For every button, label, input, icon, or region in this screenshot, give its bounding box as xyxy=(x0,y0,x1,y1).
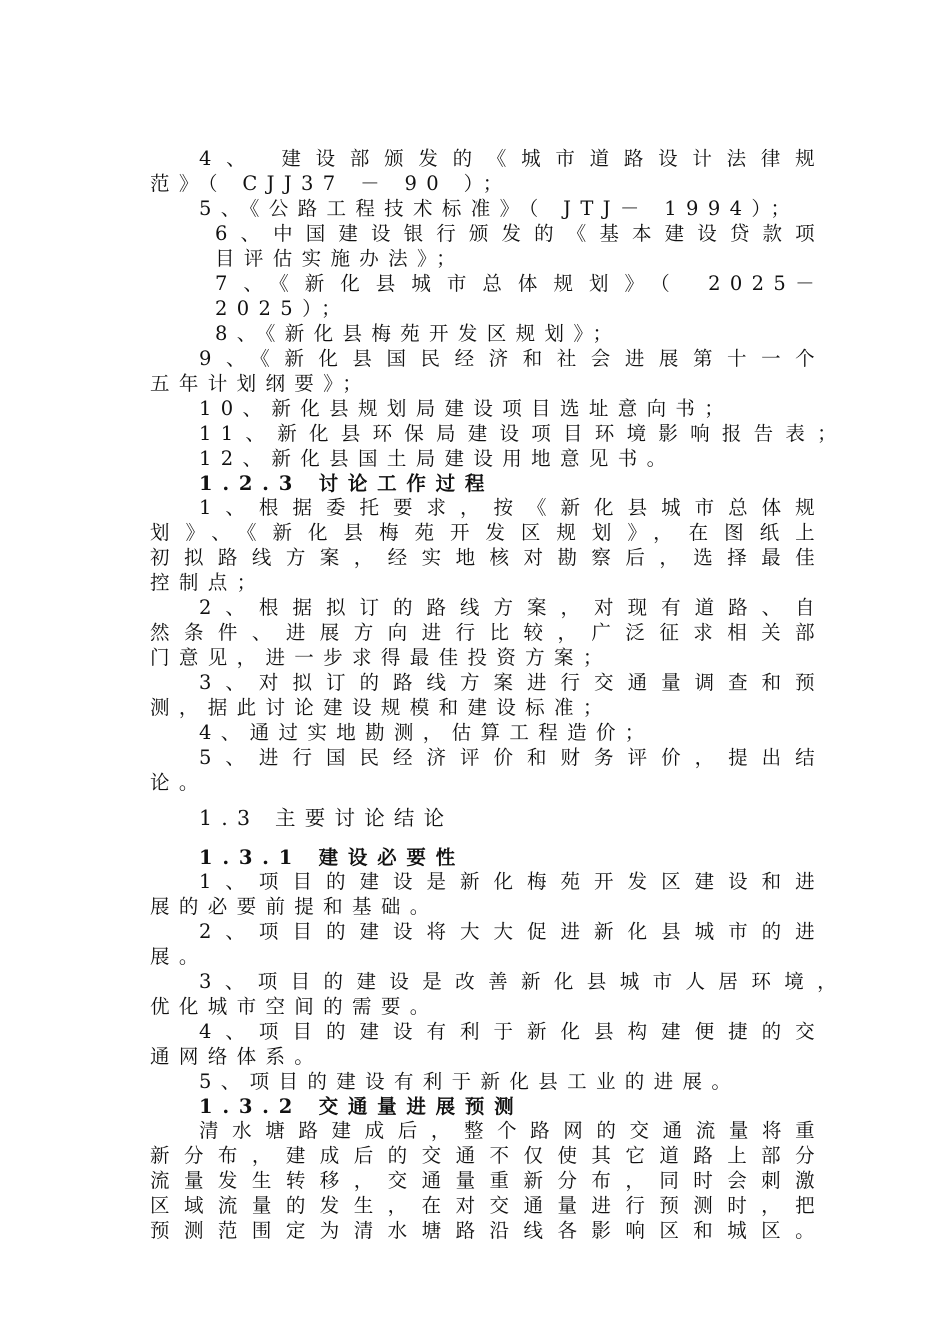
process-line-3: 初拟路线方案，经实地核对勘察后，选择最佳 xyxy=(150,546,824,569)
process-line-1: 1、根据委托要求，按《新化县城市总体规 xyxy=(199,496,824,519)
process-line-9: 测，据此讨论建设规模和建设标准； xyxy=(150,696,612,719)
basis-line-10: 五年计划纲要》； xyxy=(150,372,372,395)
necessity-line-8: 通网络体系。 xyxy=(150,1045,324,1068)
process-line-11: 5、进行国民经济评价和财务评价，提出结 xyxy=(199,746,824,769)
process-line-6: 然条件、进展方向进行比较，广泛征求相关部 xyxy=(150,621,824,644)
basis-line-4: 6、中国建设银行颁发的《基本建设贷款项 xyxy=(215,222,824,245)
basis-line-7: 2025）； xyxy=(215,297,351,320)
basis-line-1: 4、 建设部颁发的《城市道路设计法律规 xyxy=(199,147,824,170)
basis-line-13: 12、新化县国土局建设用地意见书。 xyxy=(199,447,676,470)
basis-line-11: 10、新化县规划局建设项目选址意向书； xyxy=(199,397,734,420)
process-line-8: 3、对拟订的路线方案进行交通量调查和预 xyxy=(199,671,824,694)
traffic-line-4: 区域流量的发生，在对交通量进行预测时，把 xyxy=(150,1194,824,1217)
necessity-line-9: 5、项目的建设有利于新化县工业的进展。 xyxy=(199,1070,741,1093)
necessity-line-6: 优化城市空间的需要。 xyxy=(150,995,439,1018)
traffic-line-2: 新分布，建成后的交通不仅使其它道路上部分 xyxy=(150,1144,824,1167)
necessity-line-3: 2、项目的建设将大大促进新化县城市的进 xyxy=(199,920,824,943)
necessity-line-5: 3、项目的建设是改善新化县城市人居环境， xyxy=(199,970,846,993)
traffic-line-1: 清水塘路建成后，整个路网的交通流量将重 xyxy=(199,1119,824,1142)
section-heading-1-3-2: 1.3.2 交通量进展预测 xyxy=(199,1095,524,1118)
basis-line-2: 范》（ CJJ37 － 90 ）； xyxy=(150,172,512,195)
process-line-4: 控制点； xyxy=(150,571,266,594)
necessity-line-4: 展。 xyxy=(150,945,208,968)
basis-line-6: 7、《新化县城市总体规划》（ 2025－ xyxy=(215,272,824,295)
necessity-line-7: 4、项目的建设有利于新化县构建便捷的交 xyxy=(199,1020,824,1043)
necessity-line-1: 1、项目的建设是新化梅苑开发区建设和进 xyxy=(199,870,824,893)
section-heading-1-2-3: 1.2.3 讨论工作过程 xyxy=(199,472,495,495)
traffic-line-5: 预测范围定为清水塘路沿线各影响区和城区。 xyxy=(150,1219,824,1242)
basis-line-9: 9、《新化县国民经济和社会进展第十一个 xyxy=(199,347,824,370)
basis-line-12: 11、新化县环保局建设项目环境影响报告表； xyxy=(199,422,846,445)
process-line-10: 4、通过实地勘测，估算工程造价； xyxy=(199,721,654,744)
process-line-5: 2、根据拟订的路线方案，对现有道路、自 xyxy=(199,596,824,619)
section-heading-1-3: 1.3 主要讨论结论 xyxy=(199,806,454,830)
basis-line-3: 5、《公路工程技术标准》（ JTJ－ 1994）； xyxy=(199,197,800,220)
basis-line-8: 8、《新化县梅苑开发区规划》； xyxy=(215,322,622,345)
traffic-line-3: 流量发生转移，交通量重新分布，同时会刺激 xyxy=(150,1169,824,1192)
process-line-2: 划》、《新化县梅苑开发区规划》，在图纸上 xyxy=(150,521,824,544)
basis-line-5: 目评估实施办法》； xyxy=(215,247,465,270)
necessity-line-2: 展的必要前提和基础。 xyxy=(150,895,439,918)
process-line-7: 门意见，进一步求得最佳投资方案； xyxy=(150,646,612,669)
section-heading-1-3-1: 1.3.1 建设必要性 xyxy=(199,846,465,869)
process-line-12: 论。 xyxy=(150,771,208,794)
